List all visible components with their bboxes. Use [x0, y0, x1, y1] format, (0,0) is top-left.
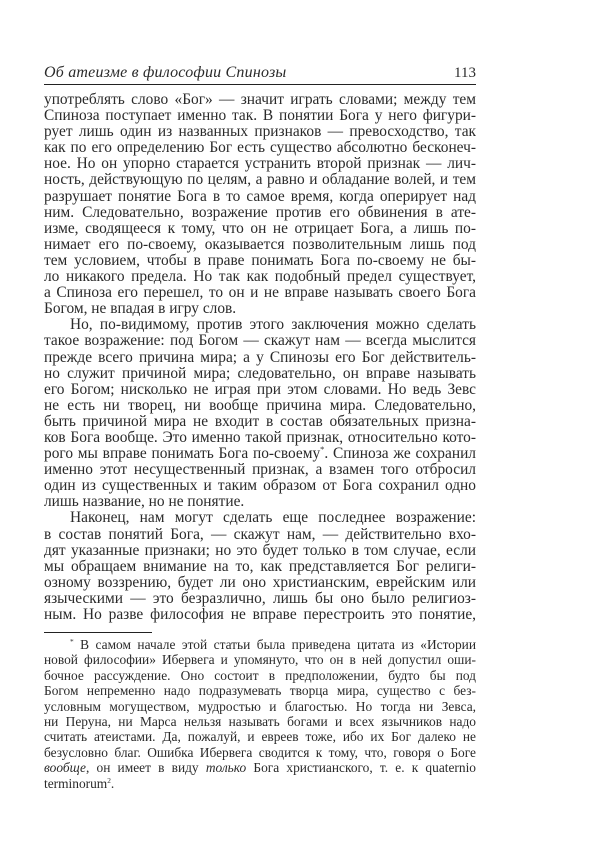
text-segment: дят указанные признаки; но это будет только в том случае, если: [44, 541, 476, 559]
text-segment: ло никакого предела. Но так как подобный предел существует,: [44, 268, 476, 286]
main-text: [44, 92, 476, 623]
text-segment: один из существенных и таким образом от Бога сохранил одно: [44, 477, 476, 495]
text-segment: именно этот несущественный признак, а взамен того отбросил: [44, 461, 476, 479]
footnote-line: [44, 668, 476, 683]
text-segment: тем условием, чтобы в праве понимать Бога по-своему не бы-: [44, 251, 476, 269]
text-segment: не есть ни творец, ни вообще причина мира. Следовательно,: [44, 396, 476, 414]
body-line: [44, 205, 476, 221]
body-line: [44, 285, 476, 301]
footnote-line: [44, 729, 476, 744]
body-line: [44, 462, 476, 478]
emphasis-text: вообще: [44, 760, 86, 776]
body-line: [44, 92, 476, 108]
text-segment: быть причиной мира не входит в состав обязательных призна-: [44, 412, 476, 430]
footnote-line: [44, 652, 476, 667]
body-line: [44, 253, 476, 269]
body-line: [44, 108, 476, 124]
text-segment: как по его определению Бог есть существо абсолютно бесконеч-: [44, 139, 476, 157]
text-segment: terminorum: [44, 775, 108, 791]
text-segment: мы обращаем внимание на то, как представляется Бог религи-: [44, 557, 476, 575]
text-segment: разрушает понятие Бога в то самое время, когда оперирует над: [44, 187, 476, 205]
body-line: [44, 237, 476, 253]
text-segment: рого мы вправе понимать Бога по-своему: [44, 445, 321, 463]
body-line: [44, 269, 476, 285]
text-segment: ное. Но он упорно старается устранить второй признак — лич-: [44, 155, 476, 173]
body-line: [44, 189, 476, 205]
text-segment: считать атеистами. Да, пожалуй, и евреев тоже, ибо их Бог далеко не: [44, 729, 476, 745]
body-line: [44, 446, 476, 462]
text-segment: но служит причиной мира; следовательно, он вправе называть: [44, 364, 476, 382]
running-header: [44, 62, 476, 85]
body-line: [44, 366, 476, 382]
body-line: [44, 140, 476, 156]
text-segment: такое возражение: под Богом — скажут нам — всегда мыслится: [44, 332, 476, 350]
text-segment: Богом, не впадая в игру слов.: [44, 300, 237, 318]
body-line: [44, 478, 476, 494]
text-segment: употреблять слово «Бог» — значит играть словами; между тем: [44, 91, 476, 108]
body-line: [44, 301, 476, 317]
text-segment: безусловно благ. Ошибка Ибервега сводится к тому, что, говоря о Боге: [44, 744, 476, 760]
footnote-marker: 2: [107, 775, 111, 785]
body-line: [44, 527, 476, 543]
text-segment: Бога христианского, т. е. к quaternio: [246, 760, 476, 776]
text-segment: . Спиноза же сохранил: [324, 445, 476, 463]
text-segment: В самом начале этой статьи была приведена цитата из «Истории: [73, 637, 476, 652]
footnote-line: [44, 714, 476, 729]
body-line: [44, 575, 476, 591]
text-segment: языческими — это безразлично, лишь бы оно было религиоз-: [44, 589, 476, 607]
body-line: [44, 414, 476, 430]
body-line: [44, 543, 476, 559]
text-segment: Наконец, нам могут сделать еще последнее возражение:: [70, 509, 476, 527]
text-segment: .: [110, 775, 115, 791]
page-number: 113: [454, 65, 476, 81]
body-line: [44, 494, 476, 510]
body-line: [44, 591, 476, 607]
text-segment: озному воззрению, будет ли оно христианским, еврейским или: [44, 573, 476, 591]
body-line: [44, 382, 476, 398]
footnote-line: [44, 760, 476, 775]
text-segment: ним. Следовательно, возражение против его обвинения в ате-: [44, 203, 476, 221]
text-segment: лишь название, но не понятие.: [44, 493, 245, 511]
text-segment: нимает его по-своему, оказывается позволительным лишь под: [44, 235, 476, 253]
body-line: [44, 510, 476, 526]
text-segment: ни Перуна, ни Марса нельзя называть богами и всех язычников надо: [44, 713, 476, 729]
text-segment: его Богом; нисколько не играя при этом словами. Но ведь Зевс: [44, 380, 476, 398]
text-segment: Богом непременно надо подразумевать творца мира, существо с без-: [44, 683, 476, 699]
text-segment: прежде всего причина мира; а у Спинозы его Бог действитель-: [44, 348, 476, 366]
text-segment: ным. Но разве философия не вправе перестроить это понятие,: [44, 606, 476, 623]
text-segment: , он имеет в виду: [85, 760, 206, 776]
footnote-line: [44, 776, 476, 791]
body-line: [44, 124, 476, 140]
footnote-line: [44, 745, 476, 760]
text-segment: новой философии» Ибервега и упомянуто, что он в ней допустил оши-: [44, 652, 476, 668]
text-segment: изме, сводящееся к тому, что он не отрицает Бога, а лишь по-: [44, 219, 476, 237]
text-segment: бочное рассуждение. Оно состоит в предположении, будто бы под: [44, 667, 476, 683]
body-line: [44, 430, 476, 446]
body-line: [44, 559, 476, 575]
text-segment: в состав понятий Бога, — скажут нам, — действительно вхо-: [44, 525, 476, 543]
footnote-marker: *: [70, 636, 74, 646]
text-segment: рует лишь один из названных признаков — превосходство, так: [44, 123, 476, 141]
footnote: [44, 637, 476, 791]
text-segment: а Спиноза его перешел, то он и не вправе называть своего Бога: [44, 284, 476, 302]
body-line: [44, 156, 476, 172]
text-segment: ность, действующую по целям, а равно и обладание волей, и тем: [44, 171, 476, 189]
body-line: [44, 333, 476, 349]
body-line: [44, 172, 476, 188]
body-line: [44, 221, 476, 237]
footnote-line: [44, 637, 476, 652]
text-segment: Но, по-видимому, против этого заключения можно сделать: [70, 316, 476, 334]
footnote-divider: [44, 632, 152, 633]
body-line: [44, 350, 476, 366]
running-title: Об атеизме в философии Спинозы: [44, 64, 287, 81]
text-segment: Спиноза поступает именно так. В понятии Бога у него фигури-: [44, 107, 476, 125]
text-segment: условным могуществом, мудростью и благостью. Но тогда ни Зевса,: [44, 698, 476, 714]
body-line: [44, 317, 476, 333]
footnote-marker: *: [320, 444, 325, 455]
text-segment: ков Бога вообще. Это именно такой признак, относительно кото-: [44, 428, 476, 446]
footnote-line: [44, 699, 476, 714]
emphasis-text: только: [205, 760, 247, 776]
body-line: [44, 398, 476, 414]
body-line: [44, 607, 476, 623]
footnote-line: [44, 683, 476, 698]
